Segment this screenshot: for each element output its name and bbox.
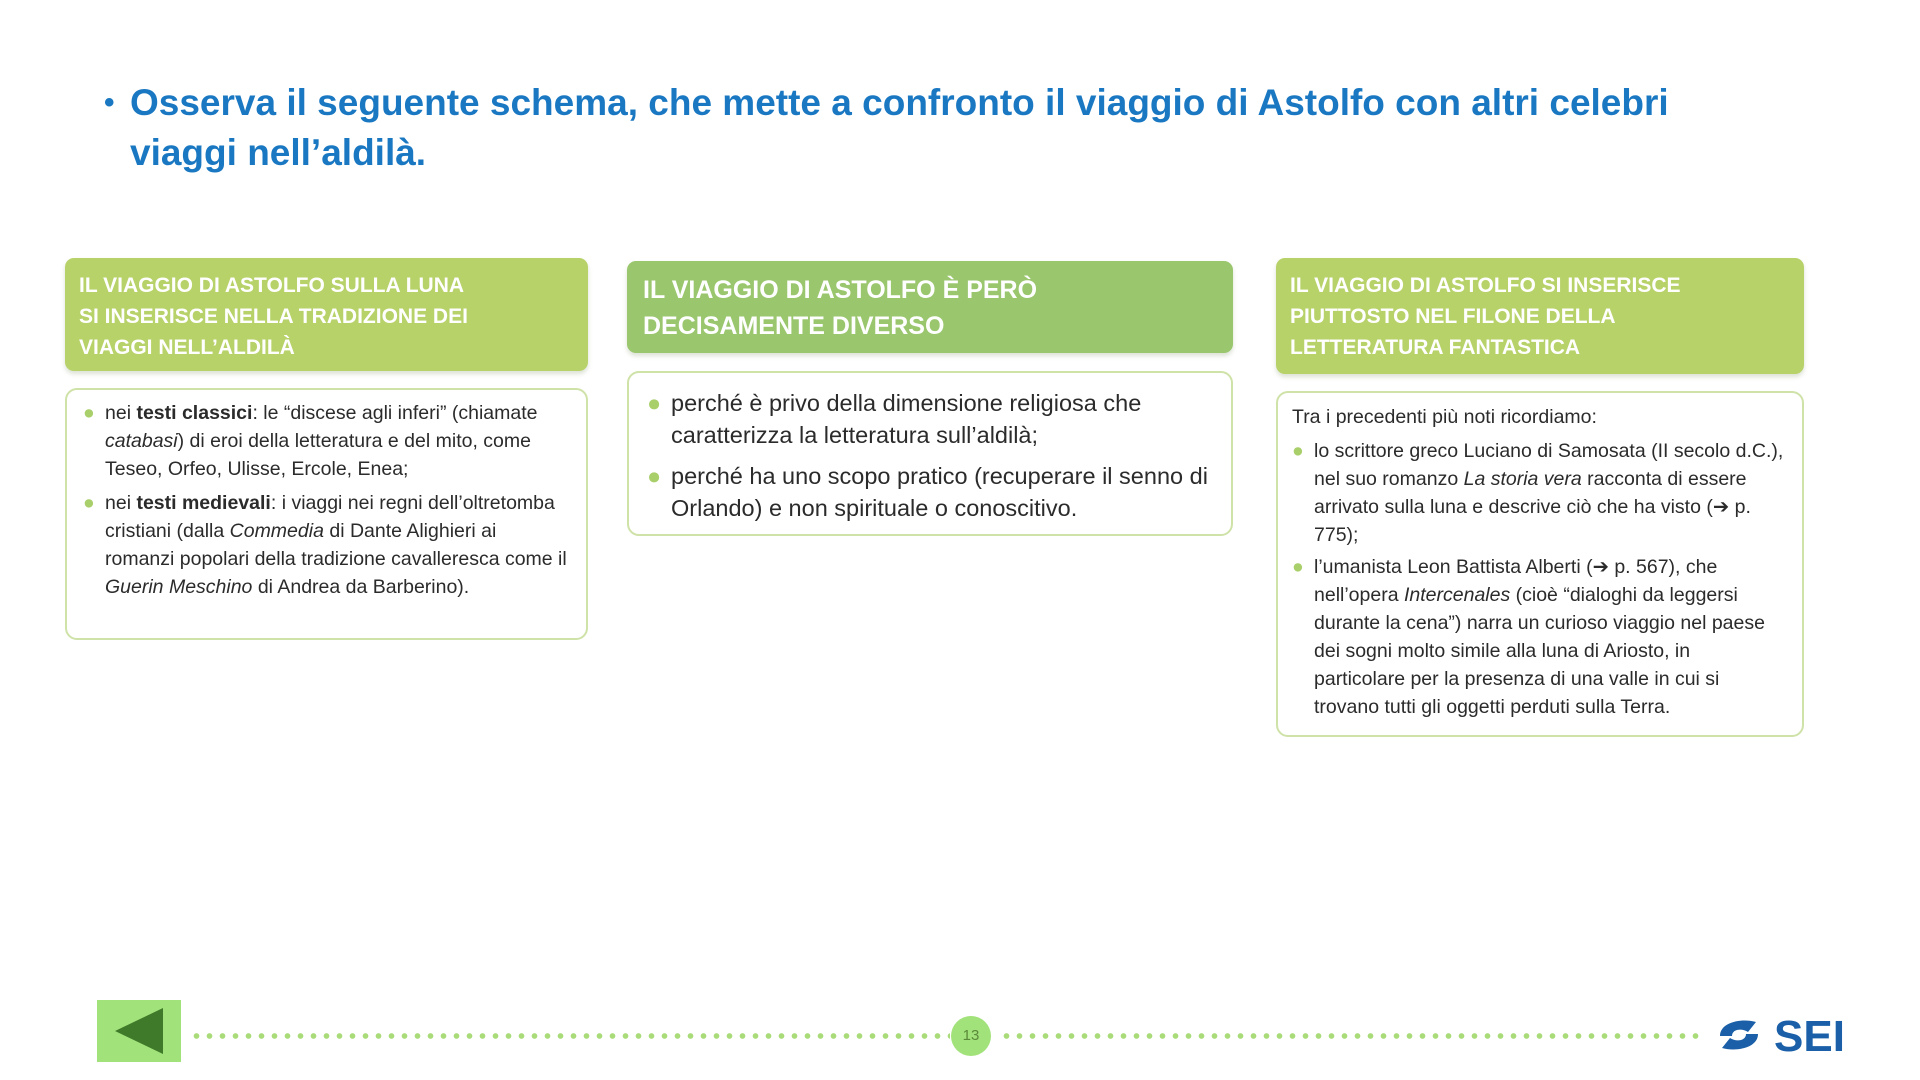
footer-dotted-line	[1000, 1033, 1700, 1039]
previous-page-button[interactable]	[97, 1000, 181, 1062]
title-text: Osserva il seguente schema, che mette a confronto il viaggio di Astolfo con altri celebri viaggi nell’aldilà.	[130, 82, 1669, 173]
intro-text: Tra i precedenti più noti ricordiamo:	[1292, 406, 1597, 428]
list-item: ● nei testi medievali: i viaggi nei regni dell’oltretomba cristiani (dalla Commedia di Dante Alighieri ai romanzi popolari della tradizione cavalleresca come il Guerin Meschino di Andrea da Barberino).	[83, 489, 568, 601]
list-item: ● perché ha uno scopo pratico (recuperare il senno di Orlando) e non spirituale o conoscitivo.	[647, 460, 1213, 524]
page-title	[104, 78, 1780, 178]
column-body	[627, 371, 1233, 536]
page-number: 13	[951, 1016, 991, 1056]
sei-logo-icon	[1712, 1010, 1872, 1060]
column-header	[65, 258, 588, 371]
publisher-logo	[1712, 1010, 1872, 1060]
bullet-icon: ●	[83, 402, 95, 424]
list-item: ● l’umanista Leon Battista Alberti (➔ p. 567), che nell’opera Intercenales (cioè “dialoghi da leggersi durante la cena”) narra un curioso viaggio nel paese dei sogni molto simile alla luna di Ariosto, in particolare per la presenza di una valle in cui si trovano tutti gli oggetti perduti sulla Terra.	[1292, 553, 1786, 721]
title-bullet: •	[104, 86, 115, 119]
list-item: ● lo scrittore greco Luciano di Samosata (II secolo d.C.), nel suo romanzo La storia vera racconta di essere arrivato sulla luna e descrive ciò che ha visto (➔ p. 775);	[1292, 437, 1786, 549]
bullet-icon: ●	[83, 492, 95, 514]
header-line: LETTERATURA FANTASTICA	[1290, 336, 1581, 359]
bullet-icon: ●	[1292, 440, 1304, 462]
header-line: SI INSERISCE NELLA TRADIZIONE DEI	[79, 305, 468, 328]
bullet-icon: ●	[647, 463, 662, 489]
bullet-icon: ●	[647, 390, 662, 416]
triangle-left-icon	[111, 1006, 167, 1056]
arrow-right-icon: ➔	[1712, 496, 1730, 518]
column-header	[627, 261, 1233, 353]
footer-dotted-line	[190, 1033, 950, 1039]
header-line: IL VIAGGIO DI ASTOLFO SI INSERISCE	[1290, 274, 1681, 297]
column-header	[1276, 258, 1804, 374]
column-body	[1276, 391, 1804, 737]
header-line: PIUTTOSTO NEL FILONE DELLA	[1290, 305, 1616, 328]
logo-text: SEI	[1774, 1012, 1845, 1060]
list-item: ● nei testi classici: le “discese agli inferi” (chiamate catabasi) di eroi della letteratura e del mito, come Teseo, Orfeo, Ulisse, Ercole, Enea;	[83, 399, 568, 483]
header-line: IL VIAGGIO DI ASTOLFO SULLA LUNA	[79, 274, 465, 297]
header-line: VIAGGI NELL’ALDILÀ	[79, 336, 295, 359]
list-item: ● perché è privo della dimensione religiosa che caratterizza la letteratura sull’aldilà;	[647, 387, 1213, 451]
header-line: DECISAMENTE DIVERSO	[643, 312, 945, 340]
header-line: IL VIAGGIO DI ASTOLFO È PERÒ	[643, 276, 1038, 304]
bullet-icon: ●	[1292, 556, 1304, 578]
arrow-right-icon: ➔	[1592, 556, 1609, 578]
column-body	[65, 388, 588, 640]
